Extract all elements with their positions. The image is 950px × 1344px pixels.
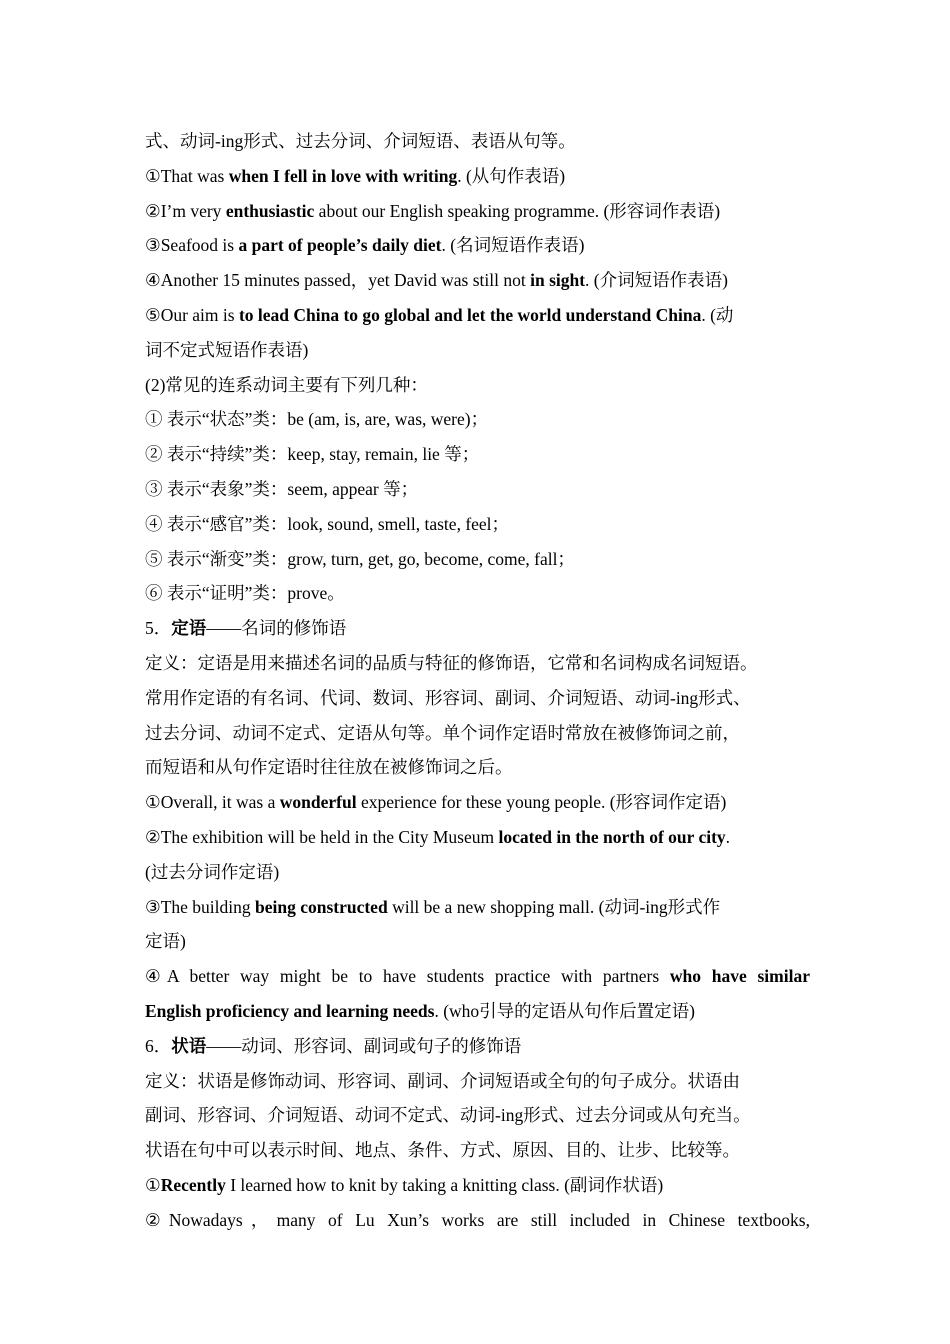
text-line xyxy=(145,1133,810,1168)
text-line xyxy=(145,1168,810,1203)
text-run: ②Nowadays，many of Lu Xun’s works are still included in Chinese textbooks, xyxy=(145,1209,810,1230)
text-line xyxy=(145,542,810,577)
text-line xyxy=(145,228,810,263)
text-line xyxy=(145,1203,810,1238)
bold-text-run: when I fell in love with writing xyxy=(228,165,458,186)
text-run: 状语在句中可以表示时间、地点、条件、方式、原因、目的、让步、比较等。 xyxy=(145,1140,740,1161)
text-run: about our English speaking programme. (形容词作表语) xyxy=(314,200,721,221)
text-run: ③Seafood is xyxy=(145,235,239,256)
text-run: ④Another 15 minutes passed，yet David was still not xyxy=(145,270,531,291)
text-run: 副词、形容词、介词短语、动词不定式、动词-ing形式、过去分词或从句充当。 xyxy=(145,1105,751,1126)
text-run: ①Overall, it was a xyxy=(145,792,280,813)
text-run: 5． xyxy=(145,618,172,639)
text-run: ③The building xyxy=(145,896,255,917)
text-line xyxy=(145,890,810,925)
text-line xyxy=(145,437,810,472)
text-run: ——动词、形容词、副词或句子的修饰语 xyxy=(206,1035,522,1056)
text-line xyxy=(145,263,810,298)
text-run: . (动 xyxy=(701,304,734,325)
bold-text-run: located in the north of our city xyxy=(498,826,726,847)
text-run: ③ 表示“表象”类：seem, appear 等； xyxy=(145,478,419,499)
text-run: ④A better way might be to have students practice with partners xyxy=(145,966,670,987)
bold-text-run: to lead China to go global and let the world understand China xyxy=(238,304,702,325)
text-run: ② 表示“持续”类：keep, stay, remain, lie 等； xyxy=(145,444,480,465)
text-line xyxy=(145,646,810,681)
text-run: ⑤Our aim is xyxy=(145,304,239,325)
text-line xyxy=(145,472,810,507)
text-line xyxy=(145,820,810,855)
text-run: (过去分词作定语) xyxy=(145,861,280,882)
bold-text-run: English proficiency and learning needs xyxy=(145,1000,435,1021)
text-line xyxy=(145,159,810,194)
bold-text-run: enthusiastic xyxy=(225,200,315,221)
text-line xyxy=(145,994,810,1029)
text-line xyxy=(145,750,810,785)
text-line xyxy=(145,194,810,229)
text-run: ④ 表示“感官”类：look, sound, smell, taste, feel； xyxy=(145,513,510,534)
text-line xyxy=(145,333,810,368)
text-run: ⑥ 表示“证明”类：prove。 xyxy=(145,583,345,604)
bold-text-run: being constructed xyxy=(254,896,388,917)
text-run: . (从句作表语) xyxy=(457,165,566,186)
text-run: . xyxy=(725,826,731,847)
text-run: . (who引导的定语从句作后置定语) xyxy=(434,1000,695,1021)
text-run: 定义：状语是修饰动词、形容词、副词、介词短语或全句的句子成分。状语由 xyxy=(145,1070,740,1091)
bold-text-run: wonderful xyxy=(279,792,357,813)
text-line xyxy=(145,507,810,542)
text-run: . (名词短语作表语) xyxy=(441,235,585,256)
text-run: (2)常见的连系动词主要有下列几种： xyxy=(145,374,428,395)
text-run: ① xyxy=(145,1174,161,1195)
text-run: ① 表示“状态”类：be (am, is, are, was, were)； xyxy=(145,409,489,430)
bold-text-run: 状语 xyxy=(171,1035,207,1056)
text-line xyxy=(145,611,810,646)
text-line xyxy=(145,681,810,716)
text-run: 定义：定语是用来描述名词的品质与特征的修饰语，它常和名词构成名词短语。 xyxy=(145,652,758,673)
text-run: 定语) xyxy=(145,931,186,952)
text-line xyxy=(145,924,810,959)
text-run: 而短语和从句作定语时往往放在被修饰词之后。 xyxy=(145,757,513,778)
text-line xyxy=(145,1098,810,1133)
text-line xyxy=(145,1029,810,1064)
text-run: . (介词短语作表语) xyxy=(585,270,728,291)
text-line xyxy=(145,402,810,437)
document-page xyxy=(145,124,810,1238)
text-run: experience for these young people. (形容词作定语) xyxy=(356,792,727,813)
text-run: 过去分词、动词不定式、定语从句等。单个词作定语时常放在被修饰词之前， xyxy=(145,722,740,743)
text-line xyxy=(145,368,810,403)
text-line xyxy=(145,855,810,890)
text-line xyxy=(145,298,810,333)
text-line xyxy=(145,124,810,159)
text-run: ②The exhibition will be held in the City Museum xyxy=(145,826,499,847)
text-line xyxy=(145,1064,810,1099)
text-run: ⑤ 表示“渐变”类：grow, turn, get, go, become, come, fall； xyxy=(145,548,575,569)
text-line xyxy=(145,576,810,611)
text-run: ①That was xyxy=(145,165,229,186)
text-run: I learned how to knit by taking a knitting class. (副词作状语) xyxy=(225,1174,664,1195)
text-run: 6． xyxy=(145,1035,172,1056)
text-run: 常用作定语的有名词、代词、数词、形容词、副词、介词短语、动词-ing形式、 xyxy=(145,687,751,708)
text-run: ——名词的修饰语 xyxy=(206,618,347,639)
bold-text-run: in sight xyxy=(530,270,586,291)
text-run: will be a new shopping mall. (动词-ing形式作 xyxy=(387,896,721,917)
bold-text-run: who have similar xyxy=(669,966,810,987)
bold-text-run: 定语 xyxy=(171,618,207,639)
text-line xyxy=(145,785,810,820)
text-run: 词不定式短语作表语) xyxy=(145,339,309,360)
text-line xyxy=(145,959,810,994)
text-run: ②I’m very xyxy=(145,200,226,221)
bold-text-run: a part of people’s daily diet xyxy=(238,235,442,256)
bold-text-run: Recently xyxy=(160,1174,226,1195)
text-run: 式、动词-ing形式、过去分词、介词短语、表语从句等。 xyxy=(145,131,576,151)
text-line xyxy=(145,716,810,751)
